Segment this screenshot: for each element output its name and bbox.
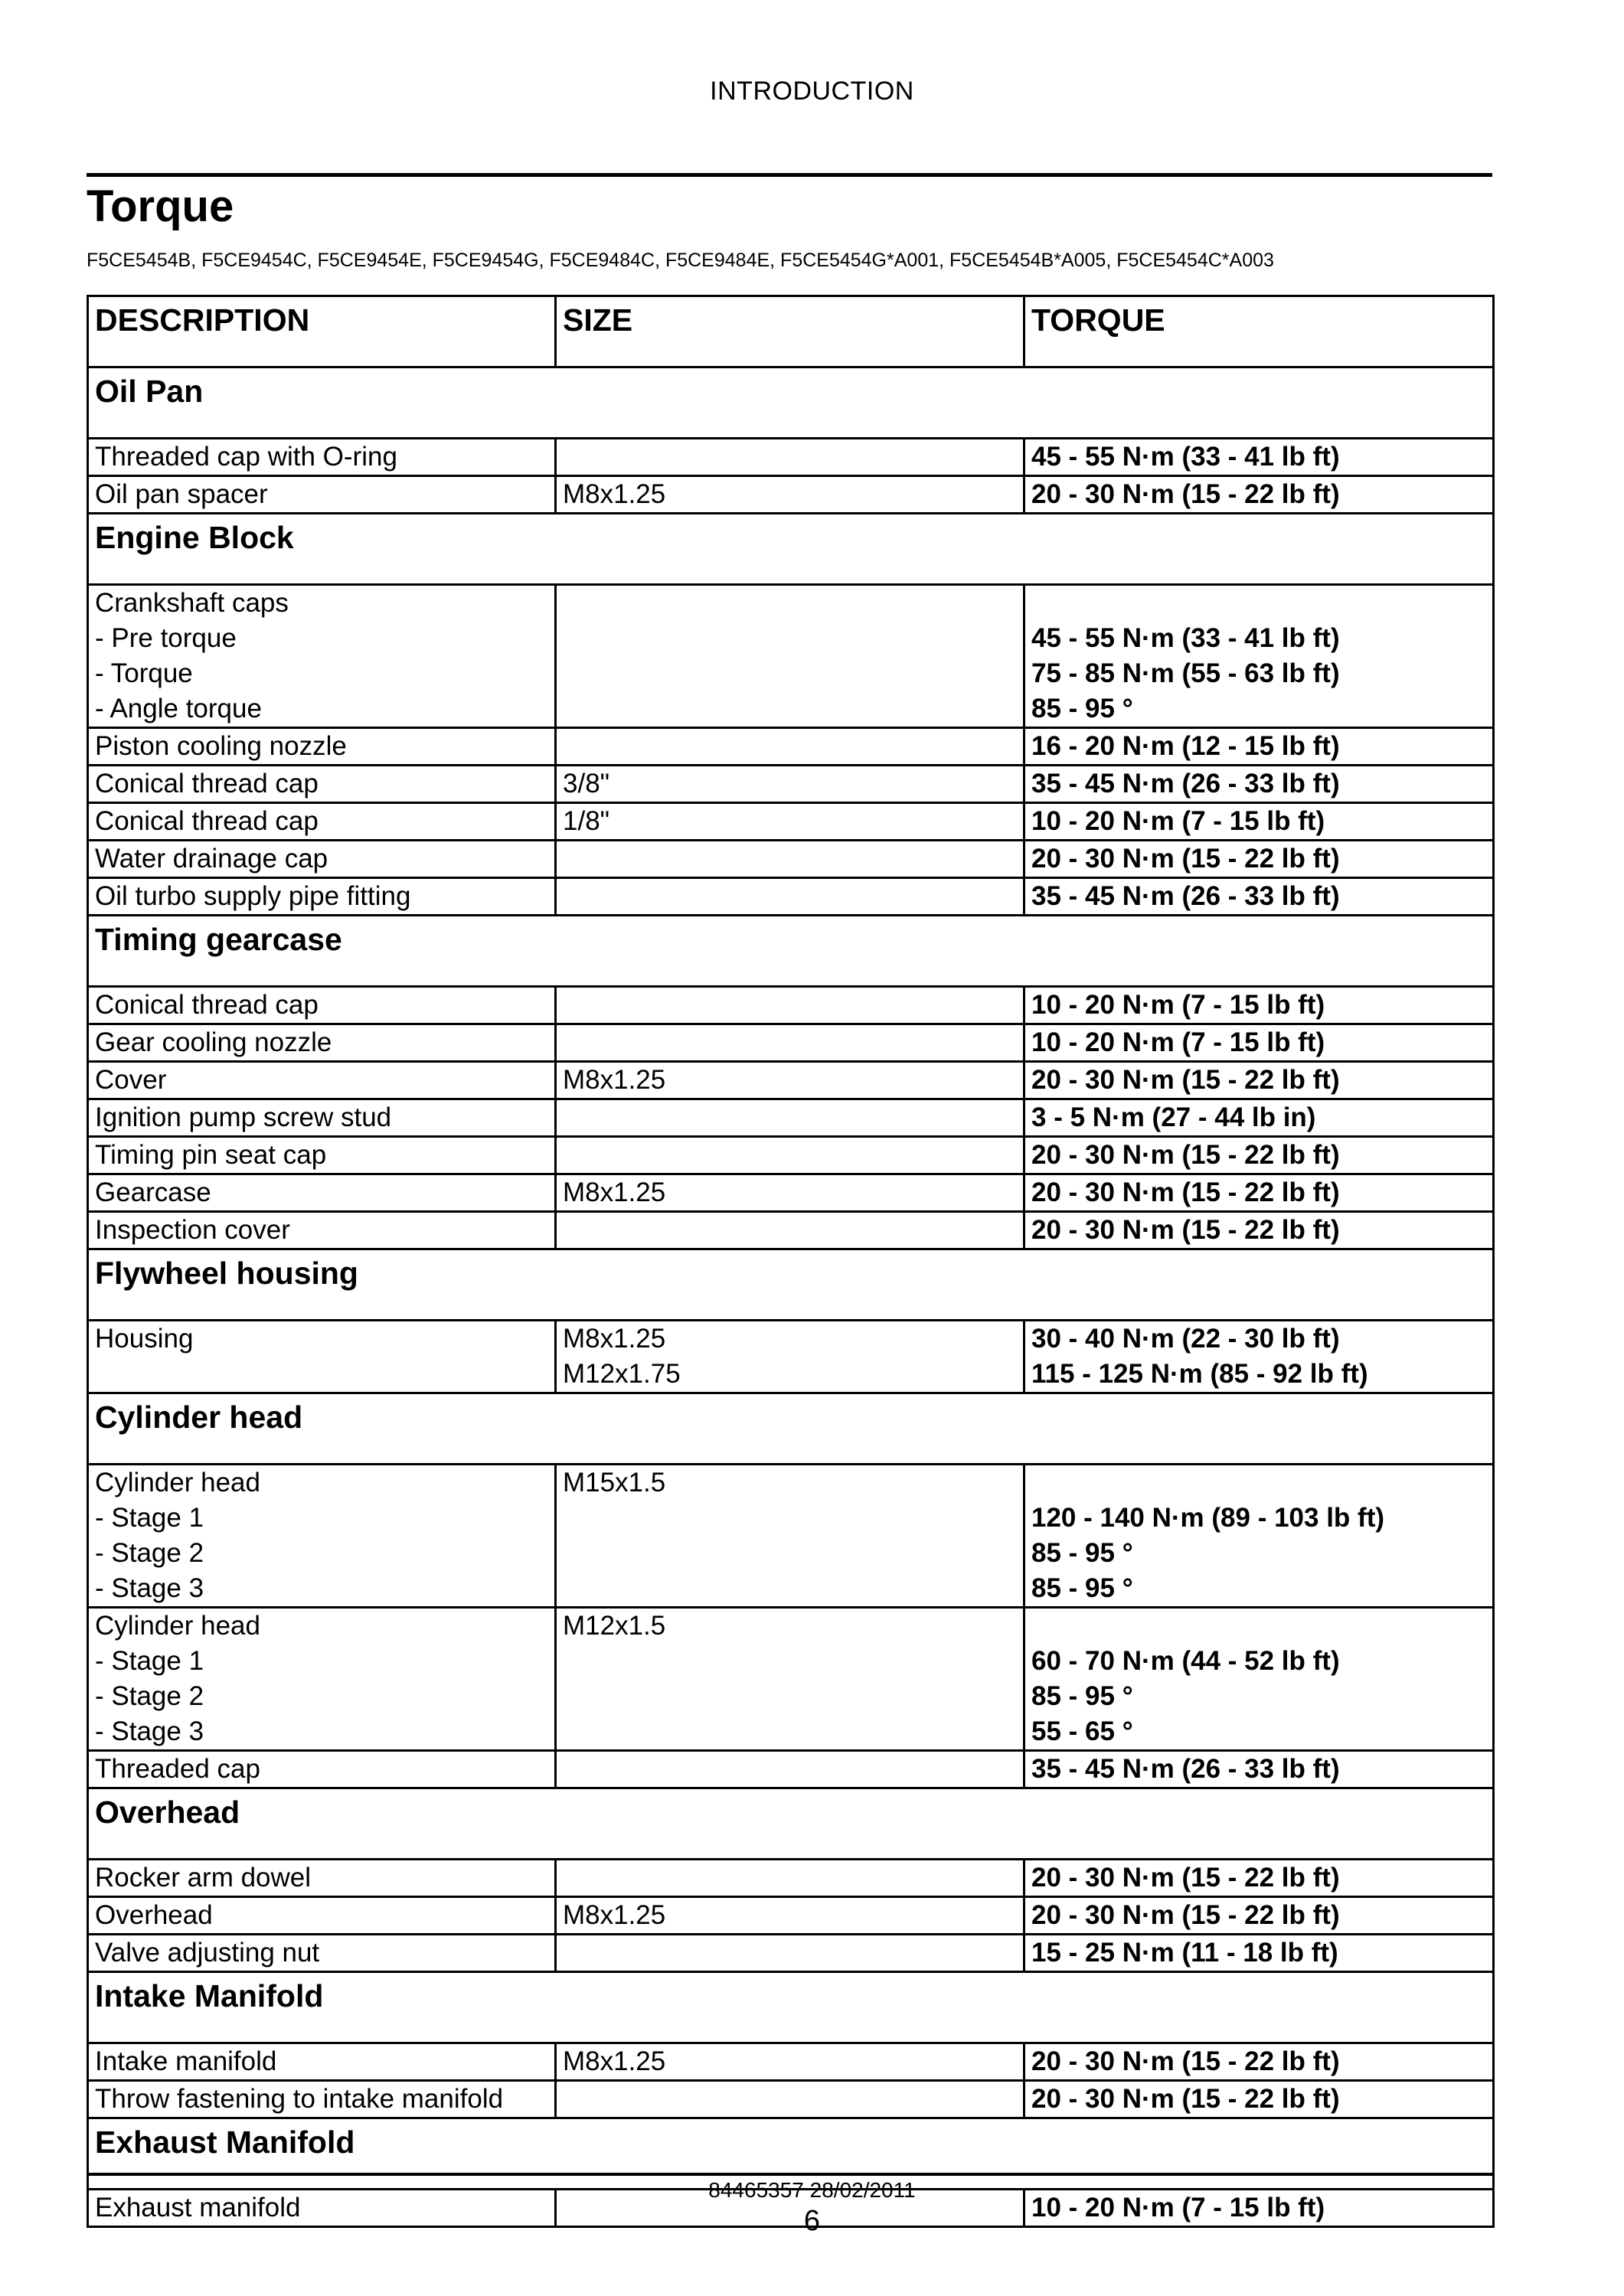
section-title: Intake Manifold xyxy=(88,1972,1494,2043)
table-row xyxy=(88,878,1494,916)
table-header-row xyxy=(88,296,1494,367)
model-list: F5CE5454B, F5CE9454C, F5CE9454E, F5CE9454G, F5CE9484C, F5CE9484E, F5CE5454G*A001, F5CE5454B*A005, F5CE5454C*A003 xyxy=(87,250,1274,271)
torque-cell: 20 - 30 N·m (15 - 22 lb ft) xyxy=(1024,1897,1494,1935)
table-row xyxy=(88,476,1494,514)
torque-cell: 45 - 55 N·m (33 - 41 lb ft) xyxy=(1024,439,1494,476)
torque-cell: 3 - 5 N·m (27 - 44 lb in) xyxy=(1024,1099,1494,1137)
description-cell: Threaded cap with O-ring xyxy=(88,439,556,476)
description-cell: Intake manifold xyxy=(88,2043,556,2081)
table-row xyxy=(88,439,1494,476)
table-body xyxy=(88,367,1494,2227)
table-row xyxy=(88,1212,1494,1249)
description-cell: Housing xyxy=(88,1321,556,1393)
torque-cell: 35 - 45 N·m (26 - 33 lb ft) xyxy=(1024,878,1494,916)
section-title: Cylinder head xyxy=(88,1393,1494,1465)
size-cell xyxy=(556,585,1024,728)
torque-cell: 10 - 20 N·m (7 - 15 lb ft) xyxy=(1024,803,1494,841)
torque-cell: 20 - 30 N·m (15 - 22 lb ft) xyxy=(1024,2081,1494,2118)
size-cell xyxy=(556,841,1024,878)
section-row xyxy=(88,367,1494,439)
size-cell xyxy=(556,2081,1024,2118)
column-header-size: SIZE xyxy=(556,296,1024,367)
description-cell: Crankshaft caps - Pre torque - Torque - Angle torque xyxy=(88,585,556,728)
size-cell: M8x1.25 xyxy=(556,1897,1024,1935)
size-cell xyxy=(556,878,1024,916)
table-row xyxy=(88,1860,1494,1897)
size-cell: M8x1.25 xyxy=(556,1174,1024,1212)
top-rule xyxy=(87,173,1492,177)
description-cell: Water drainage cap xyxy=(88,841,556,878)
size-cell xyxy=(556,1099,1024,1137)
description-cell: Cylinder head - Stage 1 - Stage 2 - Stage 3 xyxy=(88,1465,556,1608)
page-title: Torque xyxy=(87,181,234,231)
table-row xyxy=(88,1099,1494,1137)
torque-cell: 20 - 30 N·m (15 - 22 lb ft) xyxy=(1024,2043,1494,2081)
size-cell: M12x1.5 xyxy=(556,1608,1024,1751)
description-cell: Conical thread cap xyxy=(88,766,556,803)
section-title: Timing gearcase xyxy=(88,916,1494,987)
section-row xyxy=(88,1972,1494,2043)
table-row xyxy=(88,987,1494,1024)
section-title: Overhead xyxy=(88,1788,1494,1860)
table-row xyxy=(88,1465,1494,1608)
description-cell: Inspection cover xyxy=(88,1212,556,1249)
document-reference: 84465357 28/02/2011 xyxy=(708,2178,916,2202)
table-row xyxy=(88,803,1494,841)
torque-cell: 16 - 20 N·m (12 - 15 lb ft) xyxy=(1024,728,1494,766)
table-row xyxy=(88,841,1494,878)
description-cell: Oil pan spacer xyxy=(88,476,556,514)
size-cell xyxy=(556,1935,1024,1972)
size-cell: M15x1.5 xyxy=(556,1465,1024,1608)
page-number: 6 xyxy=(803,2205,821,2237)
size-cell xyxy=(556,1212,1024,1249)
description-cell: Conical thread cap xyxy=(88,803,556,841)
table-row xyxy=(88,1608,1494,1751)
section-row xyxy=(88,1393,1494,1465)
section-header: INTRODUCTION xyxy=(710,77,914,106)
size-cell xyxy=(556,1024,1024,1062)
size-cell xyxy=(556,728,1024,766)
table-row xyxy=(88,585,1494,728)
description-cell: Exhaust manifold xyxy=(88,2190,556,2227)
description-cell: Overhead xyxy=(88,1897,556,1935)
torque-cell: 20 - 30 N·m (15 - 22 lb ft) xyxy=(1024,1212,1494,1249)
torque-cell: 10 - 20 N·m (7 - 15 lb ft) xyxy=(1024,1024,1494,1062)
size-cell: M8x1.25 xyxy=(556,1062,1024,1099)
torque-cell: 35 - 45 N·m (26 - 33 lb ft) xyxy=(1024,766,1494,803)
torque-cell: 20 - 30 N·m (15 - 22 lb ft) xyxy=(1024,1062,1494,1099)
section-row xyxy=(88,514,1494,585)
size-cell: M8x1.25 xyxy=(556,476,1024,514)
torque-table xyxy=(87,295,1495,2228)
torque-cell: 30 - 40 N·m (22 - 30 lb ft) 115 - 125 N·m (85 - 92 lb ft) xyxy=(1024,1321,1494,1393)
section-title: Exhaust Manifold xyxy=(88,2118,1494,2190)
torque-cell: 60 - 70 N·m (44 - 52 lb ft) 85 - 95 ° 55 - 65 ° xyxy=(1024,1608,1494,1751)
description-cell: Conical thread cap xyxy=(88,987,556,1024)
section-row xyxy=(88,916,1494,987)
size-cell: 1/8" xyxy=(556,803,1024,841)
size-cell: 3/8" xyxy=(556,766,1024,803)
section-title: Engine Block xyxy=(88,514,1494,585)
description-cell: Oil turbo supply pipe fitting xyxy=(88,878,556,916)
size-cell xyxy=(556,987,1024,1024)
table-row xyxy=(88,2043,1494,2081)
torque-cell: 20 - 30 N·m (15 - 22 lb ft) xyxy=(1024,1137,1494,1174)
size-cell: M8x1.25 xyxy=(556,2043,1024,2081)
table-row xyxy=(88,1137,1494,1174)
size-cell xyxy=(556,1860,1024,1897)
description-cell: Piston cooling nozzle xyxy=(88,728,556,766)
section-title: Flywheel housing xyxy=(88,1249,1494,1321)
torque-cell: 120 - 140 N·m (89 - 103 lb ft) 85 - 95 ° 85 - 95 ° xyxy=(1024,1465,1494,1608)
size-cell xyxy=(556,1751,1024,1788)
description-cell: Timing pin seat cap xyxy=(88,1137,556,1174)
table-row xyxy=(88,1897,1494,1935)
table-row xyxy=(88,766,1494,803)
size-cell: M8x1.25 M12x1.75 xyxy=(556,1321,1024,1393)
table-row xyxy=(88,1751,1494,1788)
table-row xyxy=(88,1062,1494,1099)
torque-cell: 20 - 30 N·m (15 - 22 lb ft) xyxy=(1024,841,1494,878)
section-row xyxy=(88,1249,1494,1321)
description-cell: Threaded cap xyxy=(88,1751,556,1788)
section-title: Oil Pan xyxy=(88,367,1494,439)
table-row xyxy=(88,1321,1494,1393)
description-cell: Valve adjusting nut xyxy=(88,1935,556,1972)
description-cell: Cover xyxy=(88,1062,556,1099)
torque-cell: 10 - 20 N·m (7 - 15 lb ft) xyxy=(1024,987,1494,1024)
description-cell: Gearcase xyxy=(88,1174,556,1212)
column-header-torque: TORQUE xyxy=(1024,296,1494,367)
torque-cell: 35 - 45 N·m (26 - 33 lb ft) xyxy=(1024,1751,1494,1788)
table-row xyxy=(88,1174,1494,1212)
description-cell: Ignition pump screw stud xyxy=(88,1099,556,1137)
column-header-description: DESCRIPTION xyxy=(88,296,556,367)
section-row xyxy=(88,1788,1494,1860)
torque-cell: 20 - 30 N·m (15 - 22 lb ft) xyxy=(1024,476,1494,514)
description-cell: Rocker arm dowel xyxy=(88,1860,556,1897)
description-cell: Cylinder head - Stage 1 - Stage 2 - Stage 3 xyxy=(88,1608,556,1751)
torque-cell: 45 - 55 N·m (33 - 41 lb ft) 75 - 85 N·m (55 - 63 lb ft) 85 - 95 ° xyxy=(1024,585,1494,728)
table-row xyxy=(88,1024,1494,1062)
table-row xyxy=(88,2081,1494,2118)
table-row xyxy=(88,728,1494,766)
table-row xyxy=(88,1935,1494,1972)
torque-cell: 20 - 30 N·m (15 - 22 lb ft) xyxy=(1024,1860,1494,1897)
size-cell xyxy=(556,1137,1024,1174)
size-cell xyxy=(556,439,1024,476)
torque-cell: 10 - 20 N·m (7 - 15 lb ft) xyxy=(1024,2190,1494,2227)
torque-cell: 20 - 30 N·m (15 - 22 lb ft) xyxy=(1024,1174,1494,1212)
description-cell: Throw fastening to intake manifold xyxy=(88,2081,556,2118)
bottom-rule xyxy=(87,2173,1492,2176)
description-cell: Gear cooling nozzle xyxy=(88,1024,556,1062)
torque-cell: 15 - 25 N·m (11 - 18 lb ft) xyxy=(1024,1935,1494,1972)
